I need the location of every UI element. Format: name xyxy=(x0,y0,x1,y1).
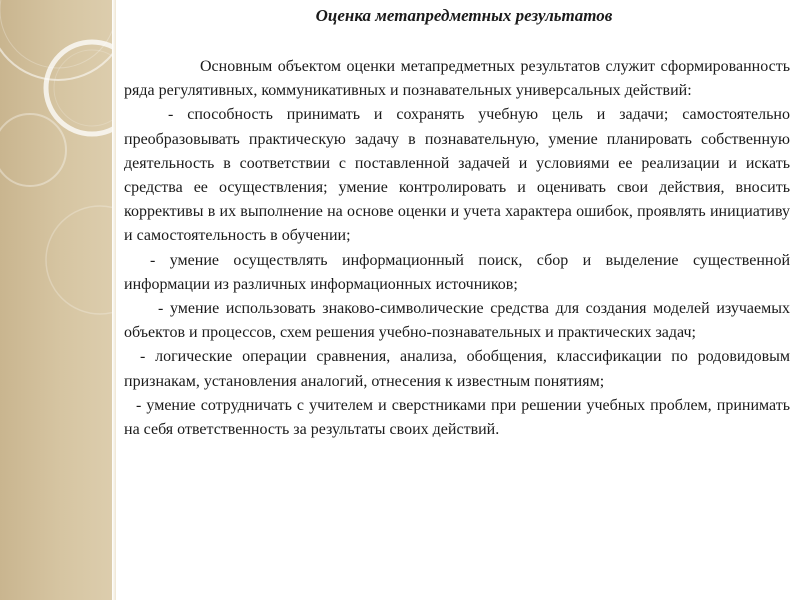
list-item: - способность принимать и сохранять учебную цель и задачи; самостоятельно преобразовывать практическую задачу в познавательную, умение планировать собственную деятельность в соответствии с поставленной задачей и условиями ее реализации и искать средства ее осуществления; умение контролировать и оценивать свои действия, вносить коррективы в их выполнение на основе оценки и учета характера ошибок, проявлять инициативу и самостоятельность в обучении; xyxy=(124,106,790,245)
decorative-rings xyxy=(0,0,112,600)
list-item: - умение осуществлять информационный поиск, сбор и выделение существенной информации из различных информационных источников; xyxy=(124,251,790,293)
panel-divider xyxy=(112,0,116,600)
slide-title: Оценка метапредметных результатов xyxy=(315,6,613,25)
slide-content xyxy=(124,4,790,442)
list-item: - логические операции сравнения, анализа, обобщения, классификации по родовидовым признакам, установления аналогий, отнесения к известным понятиям; xyxy=(124,348,790,390)
body-text xyxy=(124,55,790,442)
list-item: - умение использовать знаково-символические средства для создания моделей изучаемых объектов и процессов, схем решения учебно-познавательных и практических задач; xyxy=(124,300,790,342)
list-item: - умение сотрудничать с учителем и сверстниками при решении учебных проблем, принимать на себя ответственность за результаты своих действий. xyxy=(124,396,790,439)
intro-paragraph: Основным объектом оценки метапредметных результатов служит сформированность ряда регулятивных, коммуникативных и познавательных универсальных действий: xyxy=(124,58,790,100)
decorative-side-panel xyxy=(0,0,112,600)
